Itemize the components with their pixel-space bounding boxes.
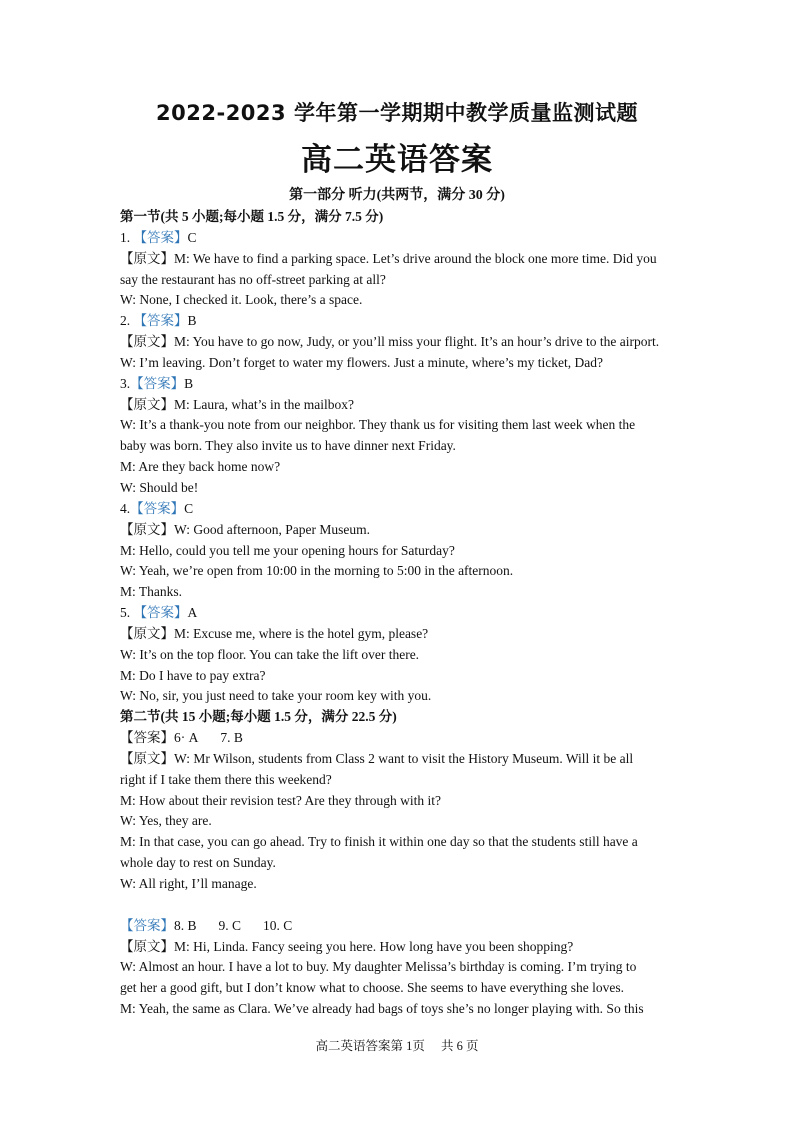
transcript-line: M: Thanks. (120, 584, 183, 600)
answer-value: A (187, 605, 198, 621)
answer-line-2 (120, 311, 680, 332)
transcript-line: M: Do I have to pay extra? (120, 667, 266, 683)
transcript-line: W: Yes, they are. (120, 813, 212, 829)
transcript-line: M: Yeah, the same as Clara. We’ve already had bags of toys she’s no longer playing with. So this (120, 1001, 644, 1017)
transcript-line: whole day to rest on Sunday. (120, 855, 276, 871)
transcript-line: M: Are they back home now? (120, 459, 281, 475)
document-subtitle: 高二英语答案 (301, 142, 493, 178)
transcript-line: say the restaurant has no off-street parking at all? (120, 271, 386, 287)
answer-value: 10. C (263, 917, 293, 933)
answer-label: 【答案】 (133, 229, 188, 245)
transcript-text: M: Laura, what’s in the mailbox? (174, 396, 354, 412)
original-label: 【原文】 (120, 396, 174, 412)
transcript-line (120, 624, 680, 645)
answer-value: B (184, 375, 194, 391)
section-heading-2: 第二节(共 15 小题;每小题 1.5 分，满分 22.5 分) (120, 709, 397, 725)
transcript-line (120, 520, 680, 541)
document-title: 2022-2023 学年第一学期期中教学质量监测试题 (156, 101, 638, 125)
transcript-line: get her a good gift, but I don’t know what to choose. She seems to have everything she loves. (120, 980, 625, 996)
transcript-line (120, 249, 680, 270)
transcript-line: M: How about their revision test? Are they through with it? (120, 792, 441, 808)
transcript-text: M: Hi, Linda. Fancy seeing you here. How long have you been shopping? (174, 938, 574, 954)
answer-line-5 (120, 603, 680, 624)
transcript-text: W: Mr Wilson, students from Class 2 want to visit the History Museum. Will it be all (174, 750, 634, 766)
transcript-line: M: In that case, you can go ahead. Try to finish it within one day so that the students still have a (120, 834, 638, 850)
transcript-line: right if I take them there this weekend? (120, 771, 332, 787)
original-label: 【原文】 (120, 938, 174, 954)
transcript-text: W: Good afternoon, Paper Museum. (174, 521, 370, 537)
transcript-text: M: Excuse me, where is the hotel gym, please? (174, 625, 429, 641)
transcript-line: baby was born. They also invite us to have dinner next Friday. (120, 438, 456, 454)
answer-label: 【答案】 (120, 730, 174, 746)
answer-line-4 (120, 499, 680, 520)
transcript-line: W: No, sir, you just need to take your room key with you. (120, 688, 432, 704)
answer-line-6-7 (120, 728, 680, 749)
page-footer (0, 1037, 794, 1055)
transcript-text: M: You have to go now, Judy, or you’ll miss your flight. It’s an hour’s drive to the airport. (174, 334, 660, 350)
answer-label: 【答案】 (133, 313, 188, 329)
answer-value: 9. C (218, 917, 242, 933)
answer-line-3 (120, 374, 680, 395)
answer-value: 7. B (220, 730, 243, 746)
transcript-line (120, 332, 680, 353)
original-label: 【原文】 (120, 250, 174, 266)
question-number: 5. (120, 605, 134, 621)
transcript-line: W: All right, I’ll manage. (120, 876, 257, 891)
transcript-line: M: Hello, could you tell me your opening hours for Saturday? (120, 542, 455, 558)
page-number: 高二英语答案第 1页 (315, 1039, 425, 1053)
question-number: 4. (120, 500, 131, 516)
transcript-line: W: None, I checked it. Look, there’s a space. (120, 292, 363, 308)
page-total: 共 6 页 (440, 1039, 479, 1053)
original-label: 【原文】 (120, 750, 174, 766)
section-heading-1: 第一节(共 5 小题;每小题 1.5 分，满分 7.5 分) (120, 209, 384, 224)
answer-value: B (187, 313, 197, 329)
transcript-line: W: It’s on the top floor. You can take the lift over there. (120, 646, 420, 662)
transcript-line (120, 749, 680, 770)
answer-content (120, 207, 680, 1020)
question-number: 2. (120, 313, 134, 329)
answer-value: C (184, 500, 194, 516)
answer-label: 【答案】 (130, 375, 185, 391)
answer-label: 【答案】 (133, 605, 188, 621)
question-number: 3. (120, 375, 131, 391)
original-label: 【原文】 (120, 625, 174, 641)
answer-label: 【答案】 (120, 917, 174, 933)
answer-line-1 (120, 228, 680, 249)
question-number: 1. (120, 229, 134, 245)
transcript-text: M: We have to find a parking space. Let’s drive around the block one more time. Did you (174, 250, 657, 266)
transcript-line (120, 937, 680, 958)
transcript-line (120, 395, 680, 416)
original-label: 【原文】 (120, 521, 174, 537)
answer-label: 【答案】 (130, 500, 185, 516)
transcript-line: W: Yeah, we’re open from 10:00 in the morning to 5:00 in the afternoon. (120, 563, 514, 579)
transcript-line: W: Almost an hour. I have a lot to buy. My daughter Melissa’s birthday is coming. I’m trying to (120, 959, 637, 975)
answer-value: C (187, 229, 197, 245)
answer-line-8-10 (120, 916, 680, 937)
original-label: 【原文】 (120, 334, 174, 350)
answer-value: 6· A (174, 730, 199, 746)
transcript-line: W: I’m leaving. Don’t forget to water my flowers. Just a minute, where’s my ticket, Dad? (120, 354, 604, 370)
part-heading: 第一部分 听力(共两节，满分 30 分) (289, 188, 505, 203)
transcript-line: W: It’s a thank-you note from our neighbor. They thank us for visiting them last week when the (120, 417, 636, 433)
transcript-line: W: Should be! (120, 479, 199, 495)
answer-value: 8. B (174, 917, 197, 933)
